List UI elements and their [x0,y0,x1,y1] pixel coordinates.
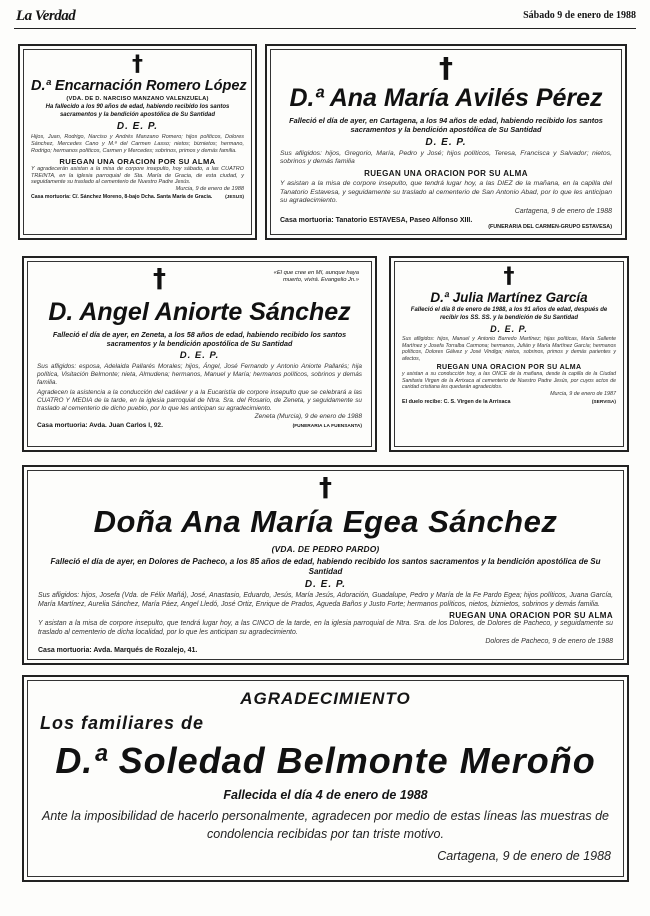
deceased-name: D. Angel Aniorte Sánchez [48,298,351,326]
footer-row [37,422,362,429]
cross-icon: † [132,52,143,77]
page-header [0,0,650,30]
prayer-line: RUEGAN UNA ORACION POR SU ALMA [59,156,216,166]
mass-details: Y asistan a la misa de corpore insepulto, que tendrá lugar hoy, a las CINCO de la tarde, en la iglesia parroquial de Ntra. Sra. de los Dolores, de Dolores de Pacheco, y seguidamente su traslado al cementerio de dicha localidad, por lo que les anticipan su agradecimiento. [38,620,613,636]
cross-icon: † [439,51,453,84]
place-date: Murcia, 9 de enero de 1988 [175,186,244,193]
dep-line: D. E. P. [490,324,528,334]
notice-encarnacion-romero [18,44,257,240]
family-list: Hijos, Juan, Rodrigo, Narciso y Andrés Manzano Romero; hijos políticos, Dolores Sánchez, Mercedes Cano y M.ª del Carmen Lasso; nietos; biznietos; hermano, Rodrigo; hermanos políticos, Carmen y Mercedes; sobrinos, primos y demás familia. [31,134,244,154]
mass-details: Y agradecerán asistan a la misa de corpore insepulto, hoy sábado, a las CUATRO TREINTA, en la iglesia parroquial de Sta. María de Gracia, de esta ciudad, y seguidamente su traslado al cementerio de Nuestro Padre Jesús. [31,165,244,186]
dep-line: D. E. P. [425,136,467,148]
place-date: Cartagena, 9 de enero de 1988 [437,849,611,863]
funeral-home: Casa mortuoria: Avda. Marqués de Rozalejo, 41. [38,646,198,654]
place-date: Dolores de Pacheco, 9 de enero de 1988 [485,637,613,645]
mass-details: Agradecen la asistencia a la conducción del cadáver y a la Eucaristía de corpore insepulto que se celebrará a las CUATRO Y MEDIA de la tarde, en la iglesia parroquial de Ntra. Sra. del Rosario, de Zeneta, y seguidamente su traslado al cementerio de dicho pueblo, por lo que les anticipan su agradecimiento. [37,389,362,412]
family-list: Sus afligidos: hijos, Gregorio, María, Pedro y José; hijos políticos, Teresa, Francisca y Salvador; nietos, sobrinos y demás familia [280,149,612,165]
notice-angel-aniorte [22,256,377,452]
prayer-line: RUEGAN UNA ORACION POR SU ALMA [449,611,613,621]
prayer-line: RUEGAN UNA ORACION POR SU ALMA [364,169,528,179]
cross-icon: † [503,264,515,289]
thanks-heading: AGRADECIMIENTO [240,689,411,708]
family-list: Sus afligidos: esposa, Adelaida Pallarés Morales; hijos, Ángel, José Fernando y Antonio Aniorte Pallarés; hija política, Visitación Belmonte; nieta, Almudena; hermanos, Manuel y María; hermanos políticos, sobrinos y demás familia. [37,363,362,386]
funeral-agency: (JESUS) [225,195,244,201]
death-statement: Falleció el día de ayer, en Zeneta, a los 58 años de edad, habiendo recibido los santos sacramentos y la bendición apostólica de Su Santidad [52,330,347,348]
notice-ana-maria-egea [22,465,629,665]
funeral-agency: (FUNERARIA DEL CARMEN-GRUPO ESTAVESA) [488,223,612,230]
family-list: Sus afligidos: hijos, Josefa (Vda. de Félix Mañá), José, Anastasio, Eduardo, Jesús, María Jesús, Adoración, Guadalupe, Pedro y María de la Fe Pardo Egea; hijos políticos, Juana García, María Martínez, Aurelia Sánchez, María Páez, Angel Lledó, José Ortiz, Enrique de Prados, Agueda Baños y Justo Forte; hermanos políticos, nietos, biznietos, sobrinos y demás familia. [38,592,613,608]
deceased-name: D.ª Ana María Avilés Pérez [289,84,603,112]
cross-icon: † [153,264,166,294]
deceased-name: D.ª Julia Martínez García [430,290,588,305]
funeral-home: Casa mortuoria: Tanatorio ESTAVESA, Paseo Alfonso XIII. [280,216,473,224]
death-statement: Falleció el día 8 de enero de 1988, a los 91 años de edad, después de recibir los SS. SS. y la bendición de Su Santidad [410,307,608,321]
thanks-intro: Los familiares de [40,713,205,733]
mass-details: y asistan a su conducción hoy, a las ONCE de la mañana, desde la capilla de la Ciudad Sanitaria Virgen de la Arrixaca al cementerio de Nuestro Padre Jesús, por cuyos actos de caridad cristiana les quedarán agradecidos. [402,371,616,390]
footer-row [280,217,612,224]
widow-note: (VDA. DE D. NARCISO MANZANO VALENZUELA) [66,96,209,102]
masthead: La Verdad [16,8,76,24]
thanks-text: Ante la imposibilidad de hacerlo personalmente, agradecen por medio de estas líneas las muestras de condolencia recibidas por tan triste motivo. [42,809,609,841]
notice-agradecimiento-soledad [22,675,629,882]
funeral-agency: (FUNERARIA LA FUENSANTA) [292,424,362,429]
dep-line: D. E. P. [116,121,159,132]
dep-line: D. E. P. [179,350,220,361]
death-statement: Falleció el día de ayer, en Cartagena, a los 94 años de edad, habiendo recibido los santos sacramentos y la bendición apostólica de Su Santidad [289,116,603,135]
header-rule [14,28,636,29]
place-date: Zeneta (Murcia), 9 de enero de 1988 [254,413,362,420]
death-statement: Falleció el día de ayer, en Dolores de Pacheco, a los 85 años de edad, habiendo recibido los santos sacramentos y la bendición apostólica de Su Santidad [50,557,601,576]
death-date: Fallecida el día 4 de enero de 1988 [223,788,428,802]
funeral-home: Casa mortuoria: C/. Sánchez Moreno, 8-bajo Dcha. Santa María de Gracia. [31,194,213,201]
widow-note: (VDA. DE PEDRO PARDO) [271,544,380,554]
dep-line: D. E. P. [304,579,347,590]
deceased-name: Doña Ana María Egea Sánchez [93,504,558,539]
funeral-agency: (SERVISA) [591,399,616,405]
page-date: Sábado 9 de enero de 1988 [523,10,636,21]
death-statement: Ha fallecido a los 90 años de edad, habiendo recibido los santos sacramentos y la bendición apostólica de Su Santidad [45,104,230,118]
footer-row [38,647,613,654]
prayer-line: RUEGAN UNA ORACION POR SU ALMA [436,364,582,371]
notice-julia-martinez [389,256,629,452]
gospel-quote: «El que cree en Mí, aunque haya muerto, vivirá. Evangelio Jn.» [273,270,359,283]
mass-details: Y asistan a la misa de corpore insepulto, que tendrá lugar hoy, a las DIEZ de la mañana, en la capilla del Tanatorio Estavesa, y seguidamente su traslado al cementerio de San Antonio Abad, por lo que les anticipan su agradecimiento. [280,180,612,205]
place-date: Cartagena, 9 de enero de 1988 [514,207,612,215]
footer-row [402,399,616,405]
funeral-home: Casa mortuoria: Avda. Juan Carlos I, 92. [37,422,163,429]
deceased-name: D.ª Encarnación Romero López [31,78,247,94]
funeral-home: El duelo recibe: C. S. Virgen de la Arrixaca [402,398,511,405]
cross-icon: † [319,473,332,503]
deceased-name: D.ª Soledad Belmonte Meroño [55,740,596,781]
footer-row [31,194,244,200]
notice-ana-maria-aviles [265,44,627,240]
place-date: Murcia, 9 de enero de 1987 [550,390,616,397]
family-list: Sus afligidos: hijos, Manuel y Antonio Barredo Martínez; hijas políticas, María Sallente Martínez y Josefa Torralba Carmona; hermanos, Julián y María Martínez García; hermanos políticos, Dolores Gálvez y José Vindiga; nietos, sobrinos, primos y demás parientes y afectos, [402,336,616,362]
